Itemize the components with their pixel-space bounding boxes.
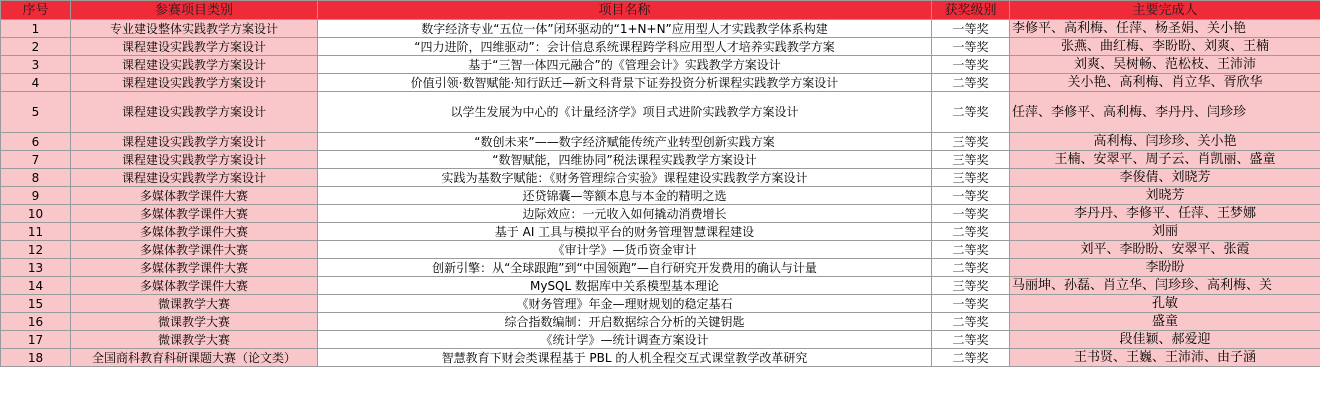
cell-category[interactable]: 多媒体教学课件大赛	[71, 223, 318, 241]
cell-category[interactable]: 课程建设实践教学方案设计	[71, 169, 318, 187]
header-row	[1, 1, 1320, 20]
header-category[interactable]: 参赛项目类别	[71, 1, 318, 20]
cell-no[interactable]: 10	[1, 205, 71, 223]
cell-no[interactable]: 3	[1, 56, 71, 74]
cell-people[interactable]: 李丹丹、李修平、任萍、王梦娜	[1010, 205, 1320, 223]
cell-category[interactable]: 课程建设实践教学方案设计	[71, 133, 318, 151]
cell-award[interactable]: 二等奖	[932, 92, 1010, 133]
cell-no[interactable]: 6	[1, 133, 71, 151]
table-row	[1, 277, 1320, 295]
cell-award[interactable]: 三等奖	[932, 151, 1010, 169]
header-name[interactable]: 项目名称	[318, 1, 932, 20]
cell-award[interactable]: 一等奖	[932, 205, 1010, 223]
table-row	[1, 169, 1320, 187]
cell-name[interactable]: 基于 AI 工具与模拟平台的财务管理智慧课程建设	[318, 223, 932, 241]
cell-name[interactable]: 价值引领·数智赋能·知行跃迁—新文科背景下证券投资分析课程实践教学方案设计	[318, 74, 932, 92]
table-row	[1, 133, 1320, 151]
cell-award[interactable]: 三等奖	[932, 169, 1010, 187]
table-row	[1, 20, 1320, 38]
cell-name[interactable]: 以学生发展为中心的《计量经济学》项目式进阶实践教学方案设计	[318, 92, 932, 133]
table-row	[1, 241, 1320, 259]
cell-no[interactable]: 5	[1, 92, 71, 133]
cell-name[interactable]: 《财务管理》年金—理财规划的稳定基石	[318, 295, 932, 313]
cell-people[interactable]: 高利梅、闫珍珍、关小艳	[1010, 133, 1320, 151]
cell-no[interactable]: 15	[1, 295, 71, 313]
table-row	[1, 349, 1320, 367]
cell-award[interactable]: 二等奖	[932, 313, 1010, 331]
cell-name[interactable]: “数智赋能，四维协同”税法课程实践教学方案设计	[318, 151, 932, 169]
cell-name[interactable]: 智慧教育下财会类课程基于 PBL 的人机全程交互式课堂教学改革研究	[318, 349, 932, 367]
table-row	[1, 187, 1320, 205]
cell-category[interactable]: 课程建设实践教学方案设计	[71, 56, 318, 74]
cell-award[interactable]: 一等奖	[932, 38, 1010, 56]
cell-category[interactable]: 多媒体教学课件大赛	[71, 277, 318, 295]
cell-name[interactable]: “数创未来”——数字经济赋能传统产业转型创新实践方案	[318, 133, 932, 151]
cell-people[interactable]: 王书贤、王巍、王沛沛、由子涵	[1010, 349, 1320, 367]
table-row	[1, 259, 1320, 277]
cell-no[interactable]: 4	[1, 74, 71, 92]
cell-no[interactable]: 1	[1, 20, 71, 38]
cell-category[interactable]: 微课教学大赛	[71, 331, 318, 349]
cell-no[interactable]: 9	[1, 187, 71, 205]
cell-name[interactable]: 边际效应：一元收入如何撬动消费增长	[318, 205, 932, 223]
cell-category[interactable]: 课程建设实践教学方案设计	[71, 92, 318, 133]
cell-people[interactable]: 李修平、高利梅、任萍、杨圣娟、关小艳	[1010, 20, 1320, 38]
cell-no[interactable]: 12	[1, 241, 71, 259]
cell-award[interactable]: 二等奖	[932, 241, 1010, 259]
cell-no[interactable]: 7	[1, 151, 71, 169]
cell-people[interactable]: 马丽坤、孙磊、肖立华、闫珍珍、高利梅、关	[1010, 277, 1320, 295]
cell-people[interactable]: 盛童	[1010, 313, 1320, 331]
cell-category[interactable]: 课程建设实践教学方案设计	[71, 38, 318, 56]
cell-category[interactable]: 多媒体教学课件大赛	[71, 259, 318, 277]
cell-no[interactable]: 11	[1, 223, 71, 241]
table-row	[1, 92, 1320, 133]
header-award[interactable]: 获奖级别	[932, 1, 1010, 20]
cell-category[interactable]: 多媒体教学课件大赛	[71, 187, 318, 205]
cell-category[interactable]: 多媒体教学课件大赛	[71, 205, 318, 223]
table-row	[1, 313, 1320, 331]
table-row	[1, 151, 1320, 169]
cell-name[interactable]: MySQL 数据库中关系模型基本理论	[318, 277, 932, 295]
header-people[interactable]: 主要完成人	[1010, 1, 1320, 20]
cell-people[interactable]: 孔敏	[1010, 295, 1320, 313]
cell-award[interactable]: 一等奖	[932, 20, 1010, 38]
cell-name[interactable]: 创新引擎：从“全球跟跑”到“中国领跑”—自行研究开发费用的确认与计量	[318, 259, 932, 277]
cell-people[interactable]: 王楠、安翠平、周子云、肖凯丽、盛童	[1010, 151, 1320, 169]
cell-people[interactable]: 关小艳、高利梅、肖立华、胥欣华	[1010, 74, 1320, 92]
table-row	[1, 38, 1320, 56]
cell-no[interactable]: 16	[1, 313, 71, 331]
cell-people[interactable]: 刘晓芳	[1010, 187, 1320, 205]
cell-people[interactable]: 刘爽、吴树畅、范松枝、王沛沛	[1010, 56, 1320, 74]
cell-award[interactable]: 三等奖	[932, 133, 1010, 151]
cell-award[interactable]: 二等奖	[932, 331, 1010, 349]
cell-category[interactable]: 全国商科教育科研课题大赛（论文类）	[71, 349, 318, 367]
table-body	[1, 20, 1320, 367]
cell-category[interactable]: 微课教学大赛	[71, 295, 318, 313]
cell-people[interactable]: 李俊倩、刘晓芳	[1010, 169, 1320, 187]
cell-people[interactable]: 李盼盼	[1010, 259, 1320, 277]
table-row	[1, 223, 1320, 241]
cell-people[interactable]: 任萍、李修平、高利梅、李丹丹、闫珍珍	[1010, 92, 1320, 133]
header-no[interactable]: 序号	[1, 1, 71, 20]
table-row	[1, 205, 1320, 223]
cell-name[interactable]: 实践为基数字赋能：《财务管理综合实验》课程建设实践教学方案设计	[318, 169, 932, 187]
table-row	[1, 331, 1320, 349]
table-row	[1, 56, 1320, 74]
cell-no[interactable]: 2	[1, 38, 71, 56]
table-row	[1, 74, 1320, 92]
cell-award[interactable]: 一等奖	[932, 187, 1010, 205]
cell-award[interactable]: 三等奖	[932, 277, 1010, 295]
cell-name[interactable]: 还贷锦囊—等额本息与本金的精明之选	[318, 187, 932, 205]
cell-no[interactable]: 14	[1, 277, 71, 295]
table-row	[1, 295, 1320, 313]
cell-award[interactable]: 二等奖	[932, 259, 1010, 277]
cell-award[interactable]: 一等奖	[932, 295, 1010, 313]
cell-people[interactable]: 段佳颖、郝爱迎	[1010, 331, 1320, 349]
cell-category[interactable]: 多媒体教学课件大赛	[71, 241, 318, 259]
cell-award[interactable]: 二等奖	[932, 223, 1010, 241]
cell-category[interactable]: 课程建设实践教学方案设计	[71, 74, 318, 92]
cell-no[interactable]: 18	[1, 349, 71, 367]
cell-award[interactable]: 一等奖	[932, 56, 1010, 74]
cell-category[interactable]: 课程建设实践教学方案设计	[71, 151, 318, 169]
cell-name[interactable]: 《统计学》—统计调查方案设计	[318, 331, 932, 349]
cell-category[interactable]: 微课教学大赛	[71, 313, 318, 331]
cell-name[interactable]: 《审计学》—货币资金审计	[318, 241, 932, 259]
cell-award[interactable]: 二等奖	[932, 74, 1010, 92]
cell-people[interactable]: 张燕、曲红梅、李盼盼、刘爽、王楠	[1010, 38, 1320, 56]
cell-no[interactable]: 13	[1, 259, 71, 277]
cell-no[interactable]: 17	[1, 331, 71, 349]
cell-name[interactable]: “四力进阶，四维驱动”：会计信息系统课程跨学科应用型人才培养实践教学方案	[318, 38, 932, 56]
cell-people[interactable]: 刘丽	[1010, 223, 1320, 241]
cell-category[interactable]: 专业建设整体实践教学方案设计	[71, 20, 318, 38]
cell-no[interactable]: 8	[1, 169, 71, 187]
cell-award[interactable]: 二等奖	[932, 349, 1010, 367]
cell-name[interactable]: 基于“三智一体四元融合”的《管理会计》实践教学方案设计	[318, 56, 932, 74]
cell-name[interactable]: 综合指数编制：开启数据综合分析的关键钥匙	[318, 313, 932, 331]
cell-people[interactable]: 刘平、李盼盼、安翠平、张霞	[1010, 241, 1320, 259]
cell-name[interactable]: 数字经济专业“五位一体”闭环驱动的“1+N+N”应用型人才实践教学体系构建	[318, 20, 932, 38]
